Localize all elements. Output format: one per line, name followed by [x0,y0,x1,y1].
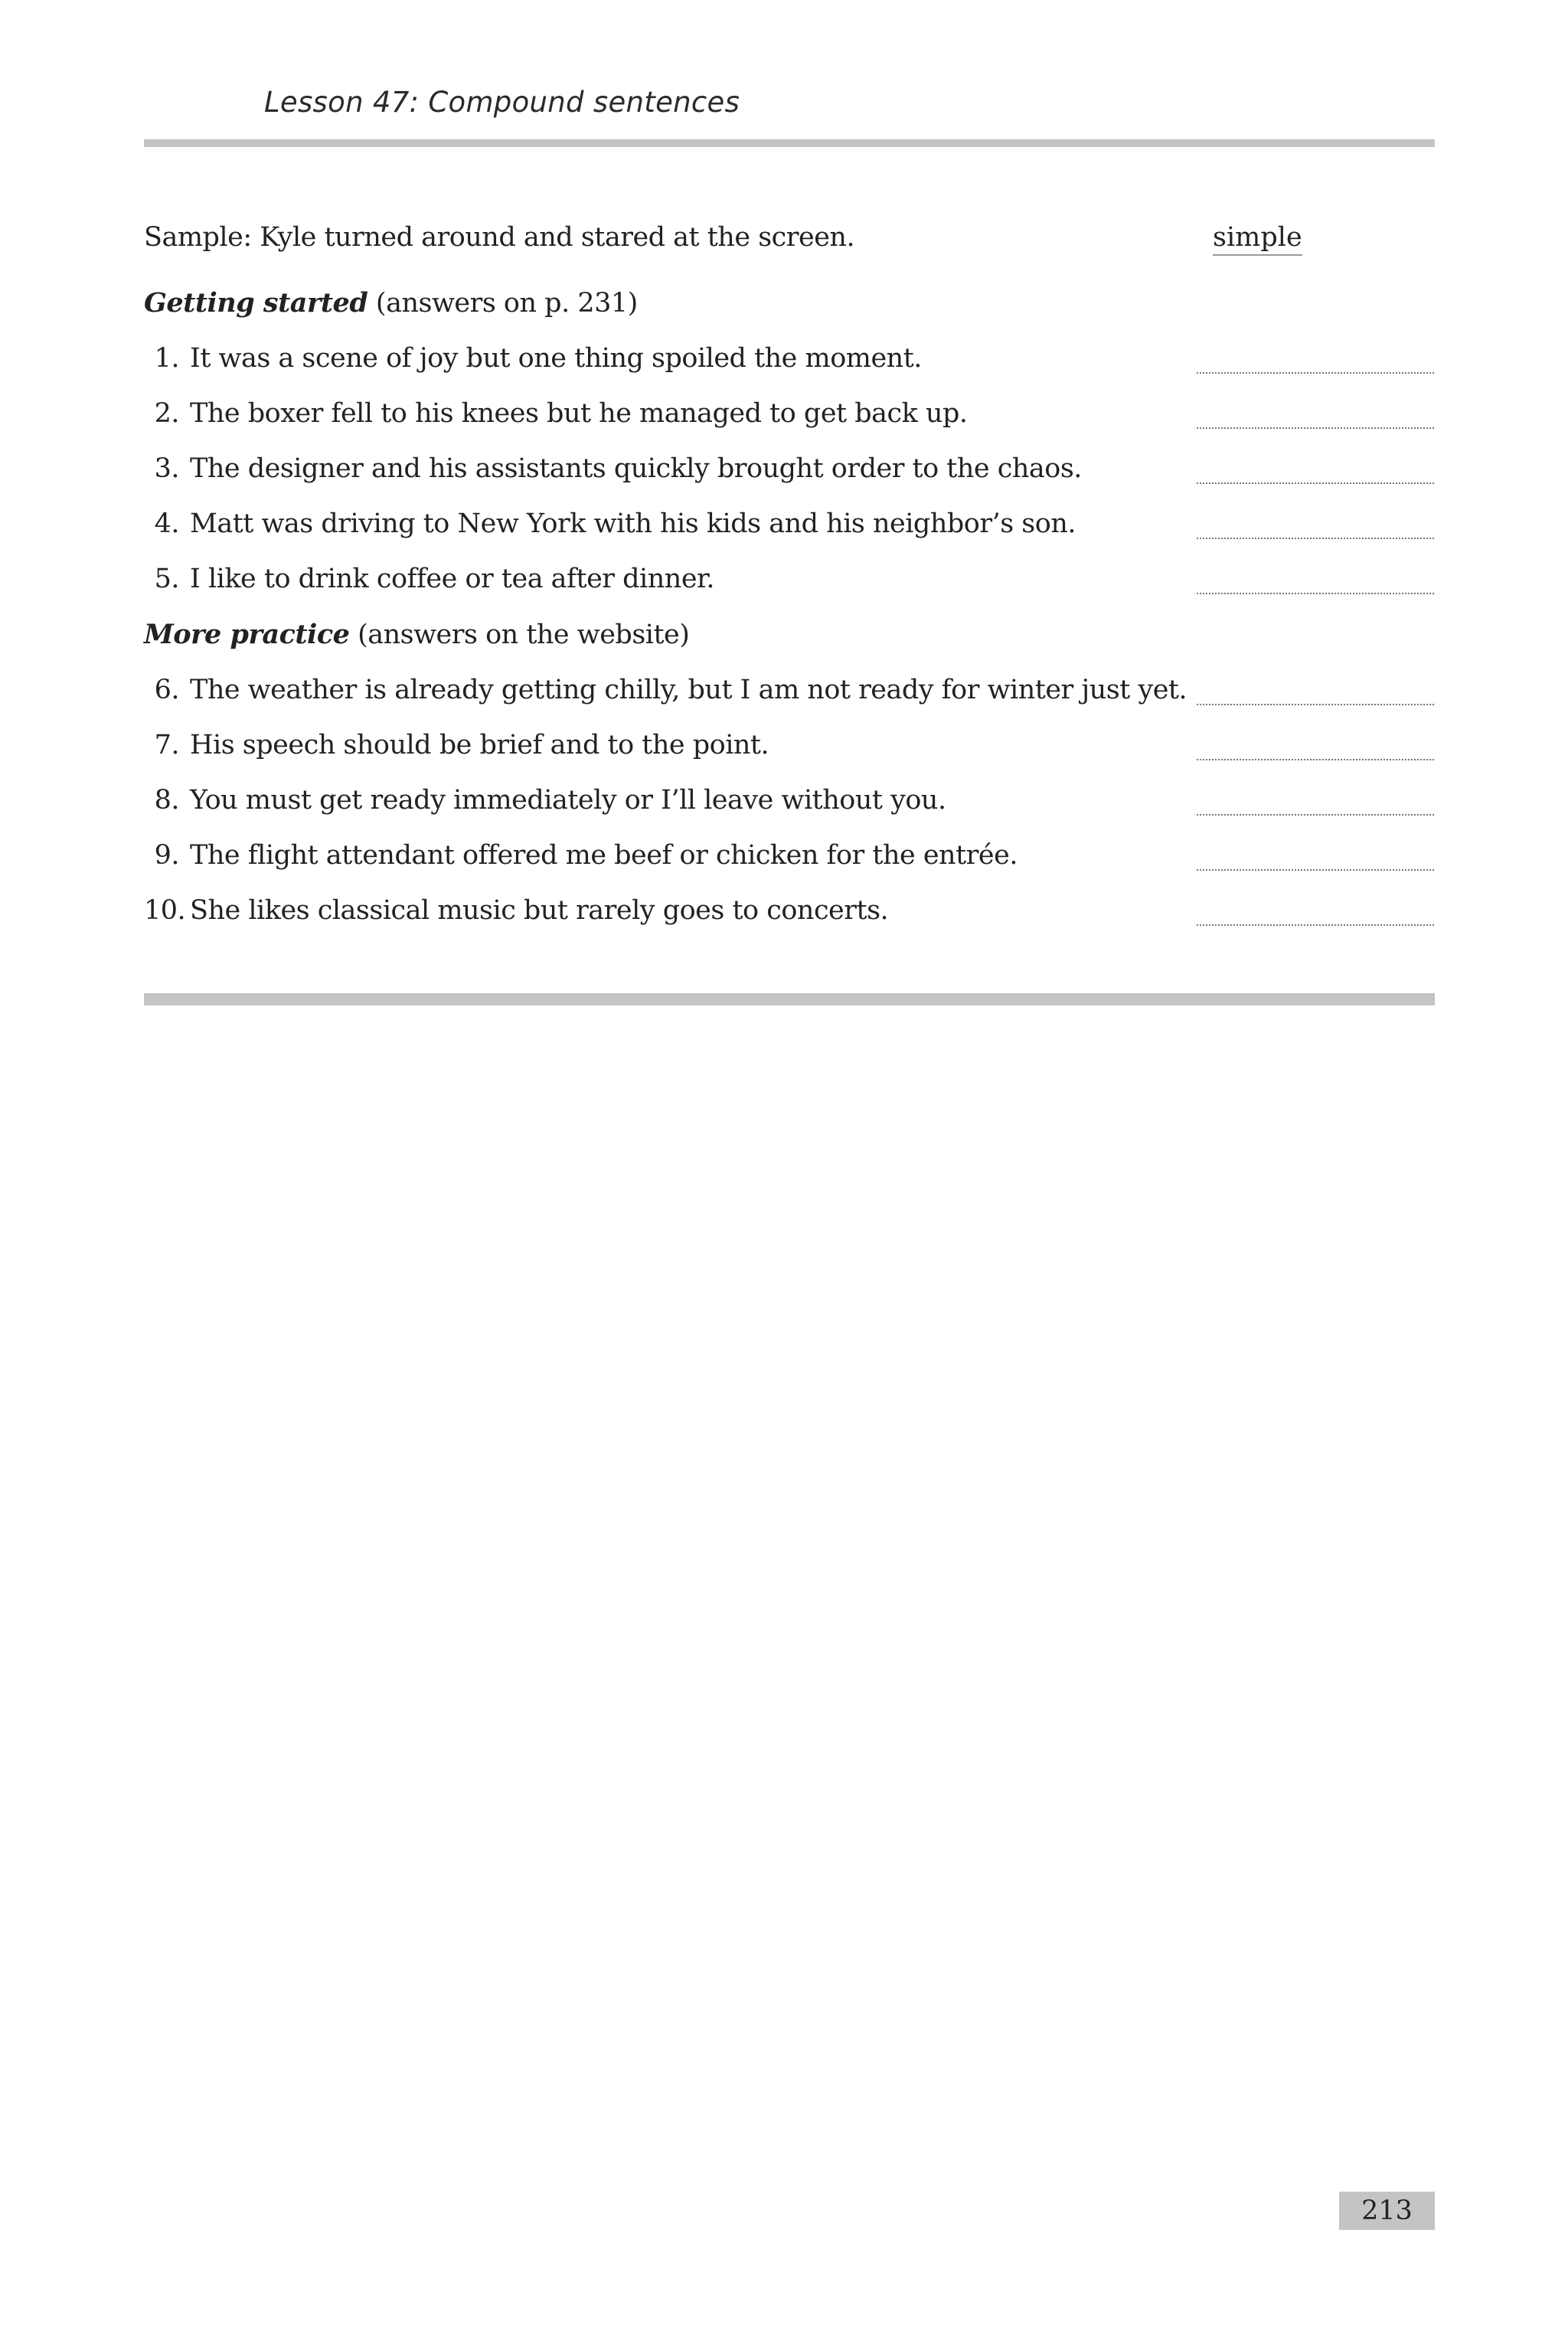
answer-blank[interactable] [1197,372,1434,374]
item-number: 2. [154,398,179,429]
item-sentence: The designer and his assistants quickly brought order to the chaos. [190,453,1082,484]
item-number: 7. [154,730,179,760]
exercise-item [144,675,1435,721]
answer-blank[interactable] [1197,759,1434,760]
item-sentence: The boxer fell to his knees but he managed to get back up. [190,398,968,429]
sample-answer: simple [1213,222,1302,256]
item-number: 10. [144,895,186,926]
item-sentence: It was a scene of joy but one thing spoiled the moment. [190,343,922,374]
exercise-item [144,508,1435,554]
answer-blank[interactable] [1197,482,1434,484]
section-label: Getting started [144,287,368,319]
item-number: 9. [154,840,179,871]
exercise-item [144,785,1435,831]
exercise-item [144,564,1435,610]
lesson-title: Lesson 47: Compound sentences [264,86,740,119]
section-heading-getting-started [144,287,638,319]
item-number: 6. [154,675,179,705]
item-number: 8. [154,785,179,816]
answer-blank[interactable] [1197,814,1434,816]
exercise-item [144,895,1435,941]
exercise-item [144,398,1435,444]
exercise-item [144,840,1435,886]
item-sentence: His speech should be brief and to the point. [190,730,769,760]
answer-blank[interactable] [1197,427,1434,429]
answer-blank[interactable] [1197,869,1434,871]
item-sentence: The weather is already getting chilly, but I am not ready for winter just yet. [190,675,1187,705]
section-note: (answers on p. 231) [368,288,638,319]
page-number: 213 [1339,2192,1435,2230]
item-sentence: She likes classical music but rarely goes to concerts. [190,895,889,926]
exercise-item [144,730,1435,776]
header-divider [144,139,1435,147]
section-note: (answers on the website) [349,620,690,650]
sample-sentence: Sample: Kyle turned around and stared at the screen. [144,222,855,253]
item-number: 3. [154,453,179,484]
section-heading-more-practice [144,619,689,650]
item-sentence: Matt was driving to New York with his kids and his neighbor’s son. [190,508,1076,539]
exercise-box-divider [144,993,1435,1005]
section-label: More practice [144,619,350,650]
answer-blank[interactable] [1197,593,1434,594]
item-sentence: The flight attendant offered me beef or chicken for the entrée. [190,840,1018,871]
exercise-item [144,343,1435,389]
item-number: 4. [154,508,179,539]
answer-blank[interactable] [1197,924,1434,926]
item-number: 5. [154,564,179,594]
answer-blank[interactable] [1197,538,1434,539]
item-number: 1. [154,343,179,374]
item-sentence: I like to drink coffee or tea after dinner. [190,564,715,594]
exercise-item [144,453,1435,499]
answer-blank[interactable] [1197,704,1434,705]
item-sentence: You must get ready immediately or I’ll leave without you. [190,785,946,816]
